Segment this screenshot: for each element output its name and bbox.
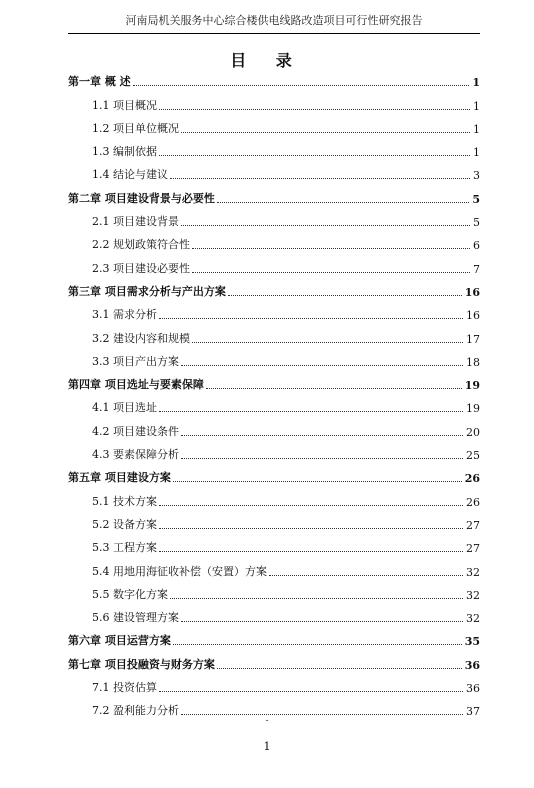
toc-entry-label: 3.1 需求分析 [92,308,157,322]
toc-section-entry[interactable] [68,485,480,508]
dot-leader [159,155,470,156]
toc-entry-page: 37 [466,705,480,719]
dot-leader [173,644,462,645]
dot-leader [173,481,462,482]
toc-entry-page: 19 [464,379,480,393]
dot-leader [269,575,463,576]
toc-entry-page: 16 [464,285,480,299]
toc-section-entry[interactable] [68,439,480,462]
toc-entry-page: 7 [473,262,480,276]
toc-entry-label: 1.4 结论与建议 [92,168,168,182]
dot-leader [181,435,463,436]
toc-entry-label: 第六章 项目运营方案 [68,634,171,648]
toc-section-entry[interactable] [68,579,480,602]
toc-entry-page: 1 [473,122,480,136]
toc-chapter-entry[interactable] [68,625,480,648]
toc-entry-label: 1.1 项目概况 [92,98,157,112]
toc-section-entry[interactable] [68,555,480,578]
dot-leader [170,178,470,179]
toc-entry-page: 16 [466,309,480,323]
toc-entry-page: 1 [473,99,480,113]
toc-chapter-entry[interactable] [68,66,480,89]
toc-entry-label: 第一章 概 述 [68,75,131,89]
dot-leader [181,225,470,226]
dot-leader [133,85,470,86]
toc-section-entry[interactable] [68,602,480,625]
toc-entry-label: 2.1 项目建设背景 [92,215,179,229]
toc-entry-page: 5 [472,192,480,206]
dot-leader [170,598,463,599]
toc-section-entry[interactable] [68,136,480,159]
toc-entry-page: 18 [466,355,480,369]
page-number: 1 [263,740,271,753]
toc-entry-page: 26 [466,495,480,509]
dot-leader [181,132,470,133]
toc-section-entry[interactable] [68,159,480,182]
toc-chapter-entry[interactable] [68,182,480,205]
toc-entry-page: 20 [466,425,480,439]
toc-section-entry[interactable] [68,299,480,322]
toc-section-entry[interactable] [68,322,480,345]
toc-entry-label: 7.2 盈利能力分析 [92,704,179,718]
toc-entry-label: 5.3 工程方案 [92,541,157,555]
toc-entry-label: 1.2 项目单位概况 [92,121,179,135]
toc-entry-label: 3.3 项目产出方案 [92,354,179,368]
toc-section-entry[interactable] [68,509,480,532]
toc-entry-label: 5.5 数字化方案 [92,587,168,601]
dot-leader [181,458,463,459]
toc-section-entry[interactable] [68,672,480,695]
dot-leader [159,691,463,692]
toc-entry-page: 25 [466,449,480,463]
toc-entry-label: 4.3 要素保障分析 [92,448,179,462]
toc-section-entry[interactable] [68,206,480,229]
toc-chapter-entry[interactable] [68,369,480,392]
toc-entry-page: 32 [466,588,480,602]
toc-entry-page: 27 [466,518,480,532]
toc-entry-label: 1.3 编制依据 [92,145,157,159]
header-divider [68,33,480,34]
dot-leader [159,528,463,529]
dot-leader [192,342,463,343]
toc-section-entry[interactable] [68,229,480,252]
dot-leader [206,388,462,389]
dot-leader [159,318,463,319]
dot-leader [217,668,462,669]
table-of-contents [68,66,480,718]
toc-entry-label: 第七章 项目投融资与财务方案 [68,657,215,671]
toc-entry-page: 1 [473,146,480,160]
dot-leader [192,248,470,249]
toc-entry-page: 17 [466,332,480,346]
dot-leader [159,505,463,506]
toc-entry-page: 36 [464,658,480,672]
toc-chapter-entry[interactable] [68,462,480,485]
toc-entry-page: 27 [466,542,480,556]
toc-entry-label: 第二章 项目建设背景与必要性 [68,191,215,205]
toc-entry-label: 5.2 设备方案 [92,517,157,531]
toc-entry-label: 第三章 项目需求分析与产出方案 [68,284,226,298]
toc-entry-label: 4.2 项目建设条件 [92,424,179,438]
toc-section-entry[interactable] [68,415,480,438]
toc-section-entry[interactable] [68,695,480,718]
toc-entry-page: 32 [466,565,480,579]
toc-entry-page: 3 [473,169,480,183]
dot-leader [192,272,470,273]
dot-leader [159,411,463,412]
toc-entry-label: 2.2 规划政策符合性 [92,238,190,252]
toc-chapter-entry[interactable] [68,276,480,299]
toc-section-entry[interactable] [68,346,480,369]
toc-entry-page: 32 [466,612,480,626]
dot-leader [159,109,470,110]
toc-entry-page: 36 [466,682,480,696]
toc-entry-label: 5.1 技术方案 [92,494,157,508]
toc-title: 目 录 [230,51,304,70]
toc-entry-page: 5 [473,216,480,230]
toc-entry-label: 7.1 投资估算 [92,681,157,695]
toc-chapter-entry[interactable] [68,648,480,671]
toc-entry-label: 4.1 项目选址 [92,401,157,415]
toc-entry-page: 6 [473,239,480,253]
toc-section-entry[interactable] [68,532,480,555]
dot-leader [217,202,470,203]
toc-entry-label: 5.4 用地用海征收补偿（安置）方案 [92,564,267,578]
toc-entry-page: 1 [472,76,480,90]
running-header: 河南局机关服务中心综合楼供电线路改造项目可行性研究报告 [125,14,423,27]
toc-section-entry[interactable] [68,252,480,275]
dot-leader [228,295,462,296]
toc-entry-label: 第五章 项目建设方案 [68,471,171,485]
dot-leader [181,365,463,366]
toc-entry-page: 19 [466,402,480,416]
toc-entry-label: 第四章 项目选址与要素保障 [68,378,204,392]
footer-mark: - [265,716,269,726]
toc-entry-label: 3.2 建设内容和规模 [92,331,190,345]
toc-entry-page: 35 [464,635,480,649]
toc-section-entry[interactable] [68,113,480,136]
toc-entry-page: 26 [464,472,480,486]
dot-leader [181,621,463,622]
toc-section-entry[interactable] [68,89,480,112]
toc-entry-label: 2.3 项目建设必要性 [92,261,190,275]
toc-entry-label: 5.6 建设管理方案 [92,611,179,625]
dot-leader [159,551,463,552]
toc-section-entry[interactable] [68,392,480,415]
